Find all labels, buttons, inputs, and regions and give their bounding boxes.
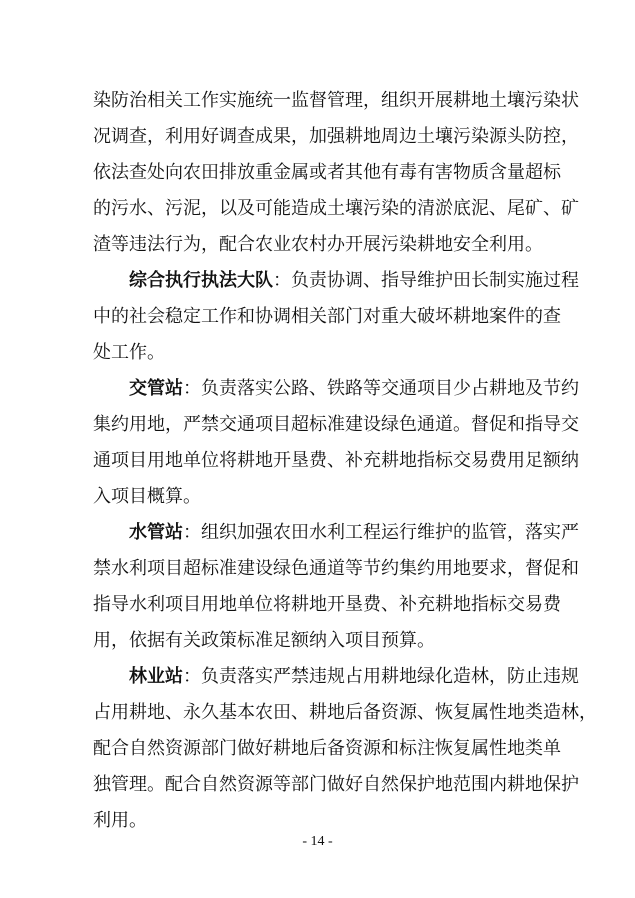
section-text: ：负责落实公路、铁路等交通项目少占耕地及节约 bbox=[183, 378, 579, 399]
section-heading: 交管站 bbox=[129, 378, 183, 399]
paragraph-line: 指导水利项目用地单位将耕地开垦费、补充耕地指标交易费 bbox=[93, 594, 561, 615]
section-text: ：组织加强农田水利工程运行维护的监管，落实严 bbox=[183, 522, 579, 543]
section-text: ：负责协调、指导维护田长制实施过程 bbox=[273, 270, 579, 291]
paragraph-line: 利用。 bbox=[93, 810, 147, 831]
paragraph-line: 用，依据有关政策标准足额纳入项目预算。 bbox=[93, 630, 435, 651]
paragraph-line: 的污水、污泥，以及可能造成土壤污染的清淤底泥、尾矿、矿 bbox=[93, 198, 579, 219]
section-heading: 林业站 bbox=[129, 666, 183, 687]
page-number: - 14 - bbox=[302, 834, 333, 849]
paragraph-line: 禁水利项目超标准建设绿色通道等节约集约用地要求，督促和 bbox=[93, 558, 579, 579]
paragraph-line: 况调查，利用好调查成果，加强耕地周边土壤污染源头防控， bbox=[93, 126, 579, 147]
paragraph-line: 依法查处向农田排放重金属或者其他有毒有害物质含量超标 bbox=[93, 162, 561, 183]
paragraph-line: 集约用地，严禁交通项目超标准建设绿色通道。督促和指导交 bbox=[93, 414, 579, 435]
section-text: ：负责落实严禁违规占用耕地绿化造林，防止违规 bbox=[183, 666, 579, 687]
paragraph-line: 渣等违法行为，配合农业农村办开展污染耕地安全利用。 bbox=[93, 234, 543, 255]
section-heading: 综合执行执法大队 bbox=[129, 270, 273, 291]
section-heading: 水管站 bbox=[129, 522, 183, 543]
paragraph-line: 通项目用地单位将耕地开垦费、补充耕地指标交易费用足额纳 bbox=[93, 450, 579, 471]
section-first-line bbox=[129, 522, 579, 544]
section-first-line bbox=[129, 270, 579, 292]
paragraph-line: 中的社会稳定工作和协调相关部门对重大破坏耕地案件的查 bbox=[93, 306, 561, 327]
paragraph-line: 配合自然资源部门做好耕地后备资源和标注恢复属性地类单 bbox=[93, 738, 561, 759]
paragraph-line: 占用耕地、永久基本农田、耕地后备资源、恢复属性地类造林， bbox=[93, 702, 597, 723]
section-first-line bbox=[129, 378, 579, 400]
paragraph-line: 染防治相关工作实施统一监督管理，组织开展耕地土壤污染状 bbox=[93, 90, 579, 111]
paragraph-line: 处工作。 bbox=[93, 342, 165, 363]
section-first-line bbox=[129, 666, 579, 688]
paragraph-line: 独管理。配合自然资源等部门做好自然保护地范围内耕地保护 bbox=[93, 774, 579, 795]
paragraph-line: 入项目概算。 bbox=[93, 486, 201, 507]
